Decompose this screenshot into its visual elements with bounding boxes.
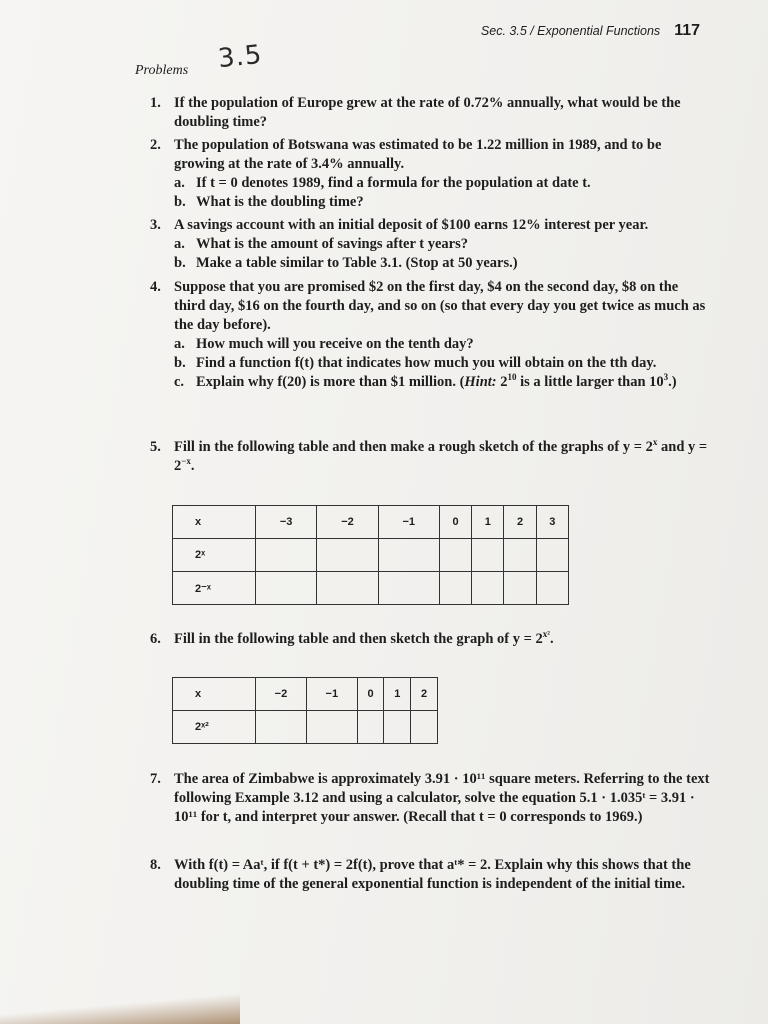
problem-2-parts: a. If t = 0 denotes 1989, find a formula for the population at date t. b. What is the doubling time? <box>174 175 591 210</box>
table-row-label: 2ˣ <box>173 539 256 572</box>
table-row <box>173 678 438 711</box>
handwritten-note: 3.5 <box>216 39 264 75</box>
page-number: 117 <box>674 22 700 39</box>
table-cell <box>384 711 411 744</box>
problem-4b: Find a function f(t) that indicates how much you will obtain on the tth day. <box>196 355 657 371</box>
problem-4a: How much will you receive on the tenth day? <box>196 336 474 352</box>
problem-2b: What is the doubling time? <box>196 194 364 210</box>
problem-8-text: With f(t) = Aaᵗ, if f(t + t*) = 2f(t), prove that aᵗ* = 2. Explain why this shows that the doubling time of the general exponential function is independent of the initial time. <box>174 857 691 892</box>
table-col-header: 0 <box>439 506 471 539</box>
table-cell <box>439 539 471 572</box>
problem-4-parts: a. How much will you receive on the tenth day? b. Find a function f(t) that indicates how much you will obtain on the tth day. c. Explain why f(20) is more than $1 million. (Hint: $2^{10}$ is a little larger than $10^3$.) <box>174 336 677 390</box>
table-cell <box>472 572 504 605</box>
table-col-header: −2 <box>317 506 378 539</box>
table-cell <box>536 572 568 605</box>
table-col-header: 1 <box>384 678 411 711</box>
table-cell <box>504 572 536 605</box>
problem-3-parts: a. What is the amount of savings after t years? b. Make a table similar to Table 3.1. (Stop at 50 years.) <box>174 236 518 271</box>
table-row <box>173 539 569 572</box>
problem-7: 7. The area of Zimbabwe is approximately 3.91 · 10¹¹ square meters. Referring to the text following Example 3.12 and using a calculator, solve the equation 5.1 · 1.035ᵗ = 3.91 · 10¹¹ for t, and interpret your answer. (Recall that t = 0 corresponds to 1969.) <box>150 771 710 825</box>
table-header-x: x <box>173 678 256 711</box>
problem-2a: If t = 0 denotes 1989, find a formula for the population at date t. <box>196 175 591 191</box>
table-powers-of-two <box>172 505 569 605</box>
table-col-header: 0 <box>357 678 384 711</box>
table-cell <box>472 539 504 572</box>
table-cell <box>357 711 384 744</box>
table-row-label: 2⁻ˣ <box>173 572 256 605</box>
section-title: Sec. 3.5 / Exponential Functions <box>480 24 661 38</box>
table-cell <box>317 572 378 605</box>
table-row-label: 2ˣ² <box>173 711 256 744</box>
table-col-header: −1 <box>378 506 439 539</box>
table-cell <box>411 711 438 744</box>
table-col-header: −3 <box>256 506 317 539</box>
problems-heading: Problems <box>135 63 189 78</box>
page-shadow <box>0 994 240 1024</box>
table-cell <box>256 572 317 605</box>
problem-4: 4. Suppose that you are promised $2 on the first day, $4 on the second day, $8 on the third day, $16 on the fourth day, and so on (so that every day you get twice as much as the day before). a. How much will you receive on the tenth day? b. Find a function f(t) that indicates how much you will obtain on the tth day. c. Explain why f(20) is more than $1 million. (Hint: $2^{10}$ is a little larger than $10^3$.) <box>150 278 710 392</box>
table-col-header: 3 <box>536 506 568 539</box>
problem-3-text: A savings account with an initial deposit of $100 earns 12% interest per year. <box>174 217 649 233</box>
problem-3: 3. A savings account with an initial deposit of $100 earns 12% interest per year. a. What is the amount of savings after t years? b. Make a table similar to Table 3.1. (Stop at 50 years.) <box>150 216 710 273</box>
table-col-header: −2 <box>256 678 307 711</box>
problem-6: 6. Fill in the following table and then sketch the graph of $y = 2^{x^2}$. <box>150 630 710 649</box>
table-squared-exponent <box>172 677 438 744</box>
problem-3a: What is the amount of savings after t years? <box>196 236 468 252</box>
problem-2: 2. The population of Botswana was estimated to be 1.22 million in 1989, and to be growing at the rate of 3.4% annually. a. If t = 0 denotes 1989, find a formula for the population at date t. b. What is the doubling time? <box>150 136 710 212</box>
problem-5-text: Fill in the following table and then make a rough sketch of the graphs of $y = 2^x$ and $y = 2^{-x}$. <box>174 437 708 474</box>
problem-4-text: Suppose that you are promised $2 on the first day, $4 on the second day, $8 on the third day, $16 on the fourth day, and so on (so that every day you get twice as much as the day before). <box>174 279 706 333</box>
table-cell <box>317 539 378 572</box>
table-col-header: 1 <box>472 506 504 539</box>
problem-4c: Explain why f(20) is more than $1 million. (Hint: $2^{10}$ is a little larger than $10^3$.) <box>196 372 677 390</box>
table-cell <box>439 572 471 605</box>
table-col-header: 2 <box>411 678 438 711</box>
table-cell <box>256 711 307 744</box>
problem-7-text: The area of Zimbabwe is approximately 3.91 · 10¹¹ square meters. Referring to the text following Example 3.12 and using a calculator, solve the equation 5.1 · 1.035ᵗ = 3.91 · 10¹¹ for t, and interpret your answer. (Recall that t = 0 corresponds to 1969.) <box>174 771 710 825</box>
table-cell <box>504 539 536 572</box>
table-row <box>173 711 438 744</box>
table-col-header: −1 <box>306 678 357 711</box>
problem-3b: Make a table similar to Table 3.1. (Stop at 50 years.) <box>196 255 518 271</box>
problem-8: 8. With f(t) = Aaᵗ, if f(t + t*) = 2f(t), prove that aᵗ* = 2. Explain why this shows that the doubling time of the general exponential function is independent of the initial time. <box>150 856 710 894</box>
page-header <box>481 22 700 40</box>
table-col-header: 2 <box>504 506 536 539</box>
problem-1-text: If the population of Europe grew at the rate of 0.72% annually, what would be the doubling time? <box>174 95 681 130</box>
problem-1: 1. If the population of Europe grew at the rate of 0.72% annually, what would be the doubling time? <box>150 94 710 132</box>
table-row <box>173 572 569 605</box>
problem-2-text: The population of Botswana was estimated to be 1.22 million in 1989, and to be growing at the rate of 3.4% annually. <box>174 137 662 172</box>
table-cell <box>536 539 568 572</box>
table-header-x: x <box>173 506 256 539</box>
table-cell <box>378 572 439 605</box>
table-cell <box>306 711 357 744</box>
table-row <box>173 506 569 539</box>
problem-5: 5. Fill in the following table and then make a rough sketch of the graphs of $y = 2^x$ and $y = 2^{-x}$. <box>150 438 710 476</box>
table-cell <box>378 539 439 572</box>
table-cell <box>256 539 317 572</box>
problem-6-text: Fill in the following table and then sketch the graph of $y = 2^{x^2}$. <box>174 629 554 647</box>
